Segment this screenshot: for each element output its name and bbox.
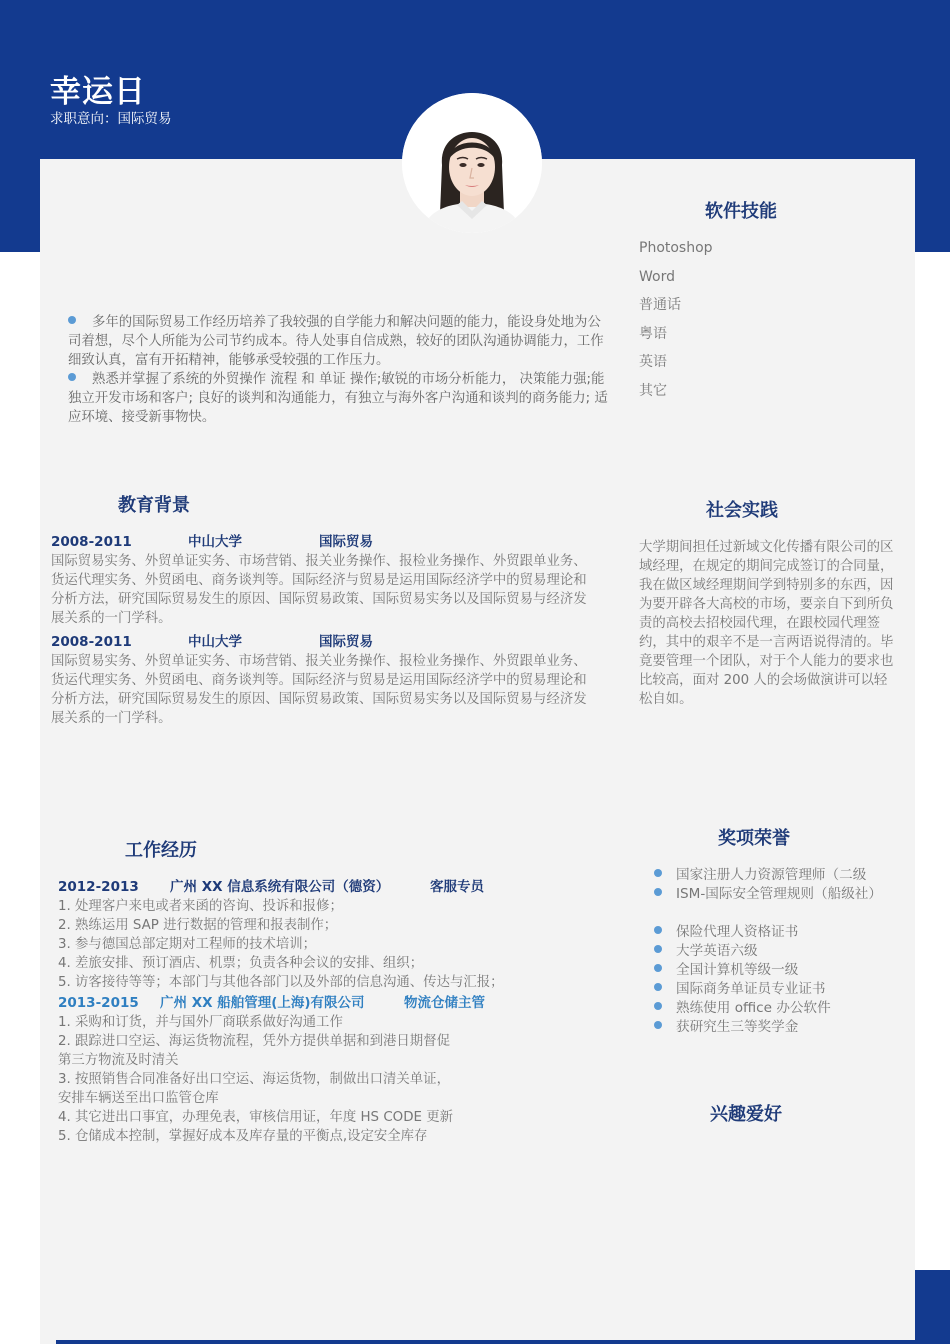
education-period: 2008-2011 xyxy=(51,534,132,550)
work-company: 广州 XX 船舶管理(上海)有限公司 xyxy=(160,995,365,1011)
bullet-icon xyxy=(654,983,662,991)
work-duty: 4. 其它进出口事宜，办理免表，审核信用证，年度 HS CODE 更新 xyxy=(58,1110,454,1125)
education-description: 国际贸易实务、外贸单证实务、市场营销、报关业务操作、报检业务操作、外贸跟单业务、货运代理实务、外贸函电、商务谈判等。国际经济与贸易是运用国际经济学中的贸易理论和分析方法，研究国际贸易发生的原因、国际贸易政策、国际贸易实务以及国际贸易与经济发展关系的一门学科。 xyxy=(51,554,587,626)
work-duty: 第三方物流及时清关 xyxy=(58,1053,179,1068)
bullet-icon xyxy=(68,373,76,381)
work-experience-list xyxy=(58,878,618,1146)
awards-list xyxy=(654,866,914,1037)
education-major: 国际贸易 xyxy=(319,634,373,650)
work-duty: 5. 仓储成本控制，掌握好成本及库存量的平衡点,设定安全库存 xyxy=(58,1129,428,1144)
work-experience-title: 工作经历 xyxy=(125,840,197,861)
education-period: 2008-2011 xyxy=(51,634,132,650)
work-entry-header xyxy=(58,994,618,1013)
work-position: 客服专员 xyxy=(430,879,484,895)
work-duty: 4. 差旅安排、预订酒店、机票；负责各种会议的安排、组织； xyxy=(58,956,424,971)
portrait-photo xyxy=(402,93,542,233)
work-duty: 安排车辆送至出口监管仓库 xyxy=(58,1091,219,1106)
skill-item: 粤语 xyxy=(639,325,667,342)
work-duty: 2. 跟踪进口空运、海运货物流程，凭外方提供单据和到港日期督促 xyxy=(58,1034,450,1049)
footer-band xyxy=(915,1270,950,1344)
bullet-icon xyxy=(654,888,662,896)
education-entry-header xyxy=(51,533,596,552)
award-item: ISM-国际安全管理规则（船级社） xyxy=(654,885,914,904)
avatar xyxy=(402,93,542,233)
work-duty: 1. 采购和订货，并与国外厂商联系做好沟通工作 xyxy=(58,1015,343,1030)
work-position: 物流仓储主管 xyxy=(404,995,485,1011)
work-entry-header xyxy=(58,878,618,897)
work-duty: 3. 参与德国总部定期对工程师的技术培训； xyxy=(58,937,317,952)
education-description: 国际贸易实务、外贸单证实务、市场营销、报关业务操作、报检业务操作、外贸跟单业务、货运代理实务、外贸函电、商务谈判等。国际经济与贸易是运用国际经济学中的贸易理论和分析方法，研究国际贸易发生的原因、国际贸易政策、国际贸易实务以及国际贸易与经济发展关系的一门学科。 xyxy=(51,654,587,726)
skill-item: 英语 xyxy=(639,354,667,370)
education-school: 中山大学 xyxy=(188,534,242,550)
self-summary xyxy=(68,313,608,427)
education-major: 国际贸易 xyxy=(319,534,373,550)
award-item: 国际商务单证员专业证书 xyxy=(654,980,914,999)
work-duty: 5. 访客接待等等；本部门与其他各部门以及外部的信息沟通、传达与汇报； xyxy=(58,975,504,990)
work-period: 2013-2015 xyxy=(58,995,139,1011)
award-item: 熟练使用 office 办公软件 xyxy=(654,999,914,1018)
job-intent: 求职意向：国际贸易 xyxy=(50,111,172,127)
bullet-icon xyxy=(654,926,662,934)
awards-title: 奖项荣誉 xyxy=(718,828,790,849)
candidate-name: 幸运日 xyxy=(50,74,146,110)
award-item: 大学英语六级 xyxy=(654,942,914,961)
education-list xyxy=(51,533,596,733)
summary-item: 熟悉并掌握了系统的外贸操作 流程 和 单证 操作;敏锐的市场分析能力， 决策能力强;能独立开发市场和客户; 良好的谈判和沟通能力，有独立与海外客户沟通和谈判的商务能力; 适应环境、接受新事物快。 xyxy=(68,372,608,425)
bullet-icon xyxy=(654,869,662,877)
education-entry-header xyxy=(51,633,596,652)
bullet-icon xyxy=(654,945,662,953)
social-practice-title: 社会实践 xyxy=(706,500,778,521)
work-duty: 3. 按照销售合同准备好出口空运、海运货物，制做出口清关单证， xyxy=(58,1072,450,1087)
skills-title: 软件技能 xyxy=(705,201,777,222)
social-practice-text: 大学期间担任过新域文化传播有限公司的区域经理，在规定的期间完成签订的合同量，我在做区域经理期间学到特别多的东西，因为要开辟各大高校的市场，要亲自下到所负责的高校去招校园代理，在跟校园代理签约，其中的艰辛不是一言两语说得清的。毕竟要管理一个团队，对于个人能力的要求也比较高，面对 200 人的会场做演讲可以轻松自如。 xyxy=(639,540,894,707)
bullet-icon xyxy=(68,316,76,324)
education-title: 教育背景 xyxy=(118,495,190,516)
skills-list xyxy=(639,240,713,411)
work-duty: 1. 处理客户来电或者来函的咨询、投诉和报修； xyxy=(58,899,343,914)
bullet-icon xyxy=(654,964,662,972)
work-duty: 2. 熟练运用 SAP 进行数据的管理和报表制作； xyxy=(58,918,338,933)
award-item: 国家注册人力资源管理师（二级 xyxy=(654,866,914,885)
bullet-icon xyxy=(654,1021,662,1029)
award-item: 全国计算机等级一级 xyxy=(654,961,914,980)
work-company: 广州 XX 信息系统有限公司（德资） xyxy=(170,879,390,895)
skill-item: 普通话 xyxy=(639,297,681,313)
work-period: 2012-2013 xyxy=(58,879,139,895)
summary-item: 多年的国际贸易工作经历培养了我较强的自学能力和解决问题的能力，能设身处地为公司着想，尽个人所能为公司节约成本。待人处事自信成熟，较好的团队沟通协调能力，工作细致认真，富有开拓精神，能够承受较强的工作压力。 xyxy=(68,315,604,368)
education-school: 中山大学 xyxy=(188,634,242,650)
skill-item: Word xyxy=(639,268,675,285)
footer-line xyxy=(56,1340,950,1344)
skill-item: 其它 xyxy=(639,382,667,399)
bullet-icon xyxy=(654,1002,662,1010)
skill-item: Photoshop xyxy=(639,240,713,256)
award-item: 保险代理人资格证书 xyxy=(654,923,914,942)
award-item: 获研究生三等奖学金 xyxy=(654,1018,914,1037)
hobbies-title: 兴趣爱好 xyxy=(710,1104,782,1125)
